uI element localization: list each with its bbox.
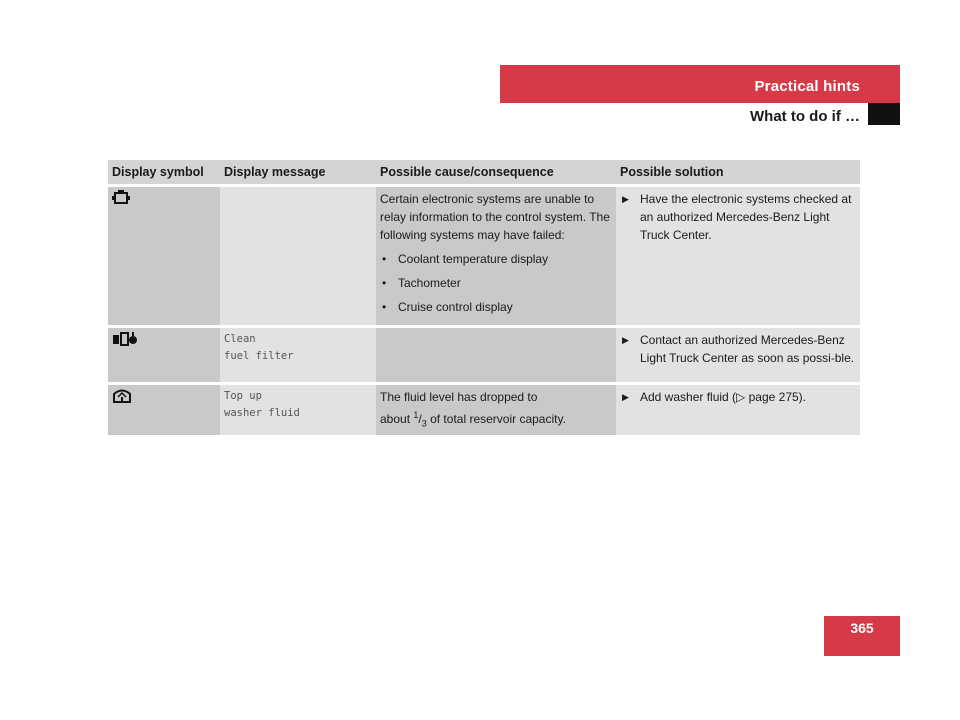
- column-header-message: Display message: [220, 160, 376, 187]
- symbol-cell: [108, 385, 220, 438]
- thumb-tab: [868, 103, 900, 125]
- table-row: [108, 385, 860, 438]
- page-reference-arrow-icon: ▷: [736, 390, 746, 404]
- list-item: • Cruise control display: [380, 298, 612, 316]
- list-item: • Tachometer: [380, 274, 612, 292]
- cause-about: about: [380, 412, 411, 426]
- column-header-solution: Possible solution: [616, 160, 860, 187]
- solution-cell: [616, 187, 860, 328]
- list-item: • Coolant temperature display: [380, 250, 612, 268]
- cause-rest: of total reservoir capacity.: [430, 412, 566, 426]
- cause-bullet-list: [380, 250, 612, 316]
- cause-text: The fluid level has dropped to: [380, 390, 538, 404]
- symbol-cell: [108, 187, 220, 328]
- message-cell: [220, 187, 376, 328]
- page-subtitle: What to do if …: [750, 108, 860, 125]
- washer-fluid-icon: [112, 388, 132, 409]
- column-header-cause: Possible cause/consequence: [376, 160, 616, 187]
- message-cell: [220, 385, 376, 438]
- cause-cell: [376, 187, 616, 328]
- message-line: Top up: [224, 390, 262, 402]
- cause-text: Certain electronic systems are unable to relay information to the control system. The following systems may have failed:: [380, 192, 610, 242]
- message-line: washer fluid: [224, 407, 300, 419]
- engine-diagnostic-icon: [112, 190, 132, 211]
- fraction-numerator: 1: [413, 410, 419, 420]
- message-line: fuel filter: [224, 350, 294, 362]
- solution-step: ▶ Have the electronic systems checked at an authorized Mercedes-Benz Light Truck Center.: [620, 190, 856, 244]
- cause-text-fraction: about $^1/_3$ of total reservoir capacity.: [380, 410, 566, 429]
- message-line: Clean: [224, 333, 256, 345]
- column-header-symbol: Display symbol: [108, 160, 220, 187]
- table-row: [108, 187, 860, 328]
- fuel-filter-icon: [112, 331, 138, 352]
- solution-step: [620, 388, 856, 406]
- section-title: Practical hints: [754, 78, 860, 95]
- table-header-row: [108, 160, 860, 187]
- cause-cell: [376, 385, 616, 438]
- page-reference-link[interactable]: page 275).: [745, 390, 806, 404]
- symbol-cell: [108, 328, 220, 385]
- table-row: [108, 328, 860, 385]
- page-number: 365: [850, 620, 874, 636]
- solution-text: Add washer fluid (: [640, 390, 737, 404]
- message-cell: [220, 328, 376, 385]
- solution-step: ▶ Contact an authorized Mercedes-Benz Light Truck Center as soon as possi-ble.: [620, 331, 856, 367]
- solution-cell: [616, 328, 860, 385]
- solution-cell: [616, 385, 860, 438]
- fraction-denominator: 3: [421, 418, 427, 429]
- hints-table: [108, 160, 860, 438]
- cause-cell: [376, 328, 616, 385]
